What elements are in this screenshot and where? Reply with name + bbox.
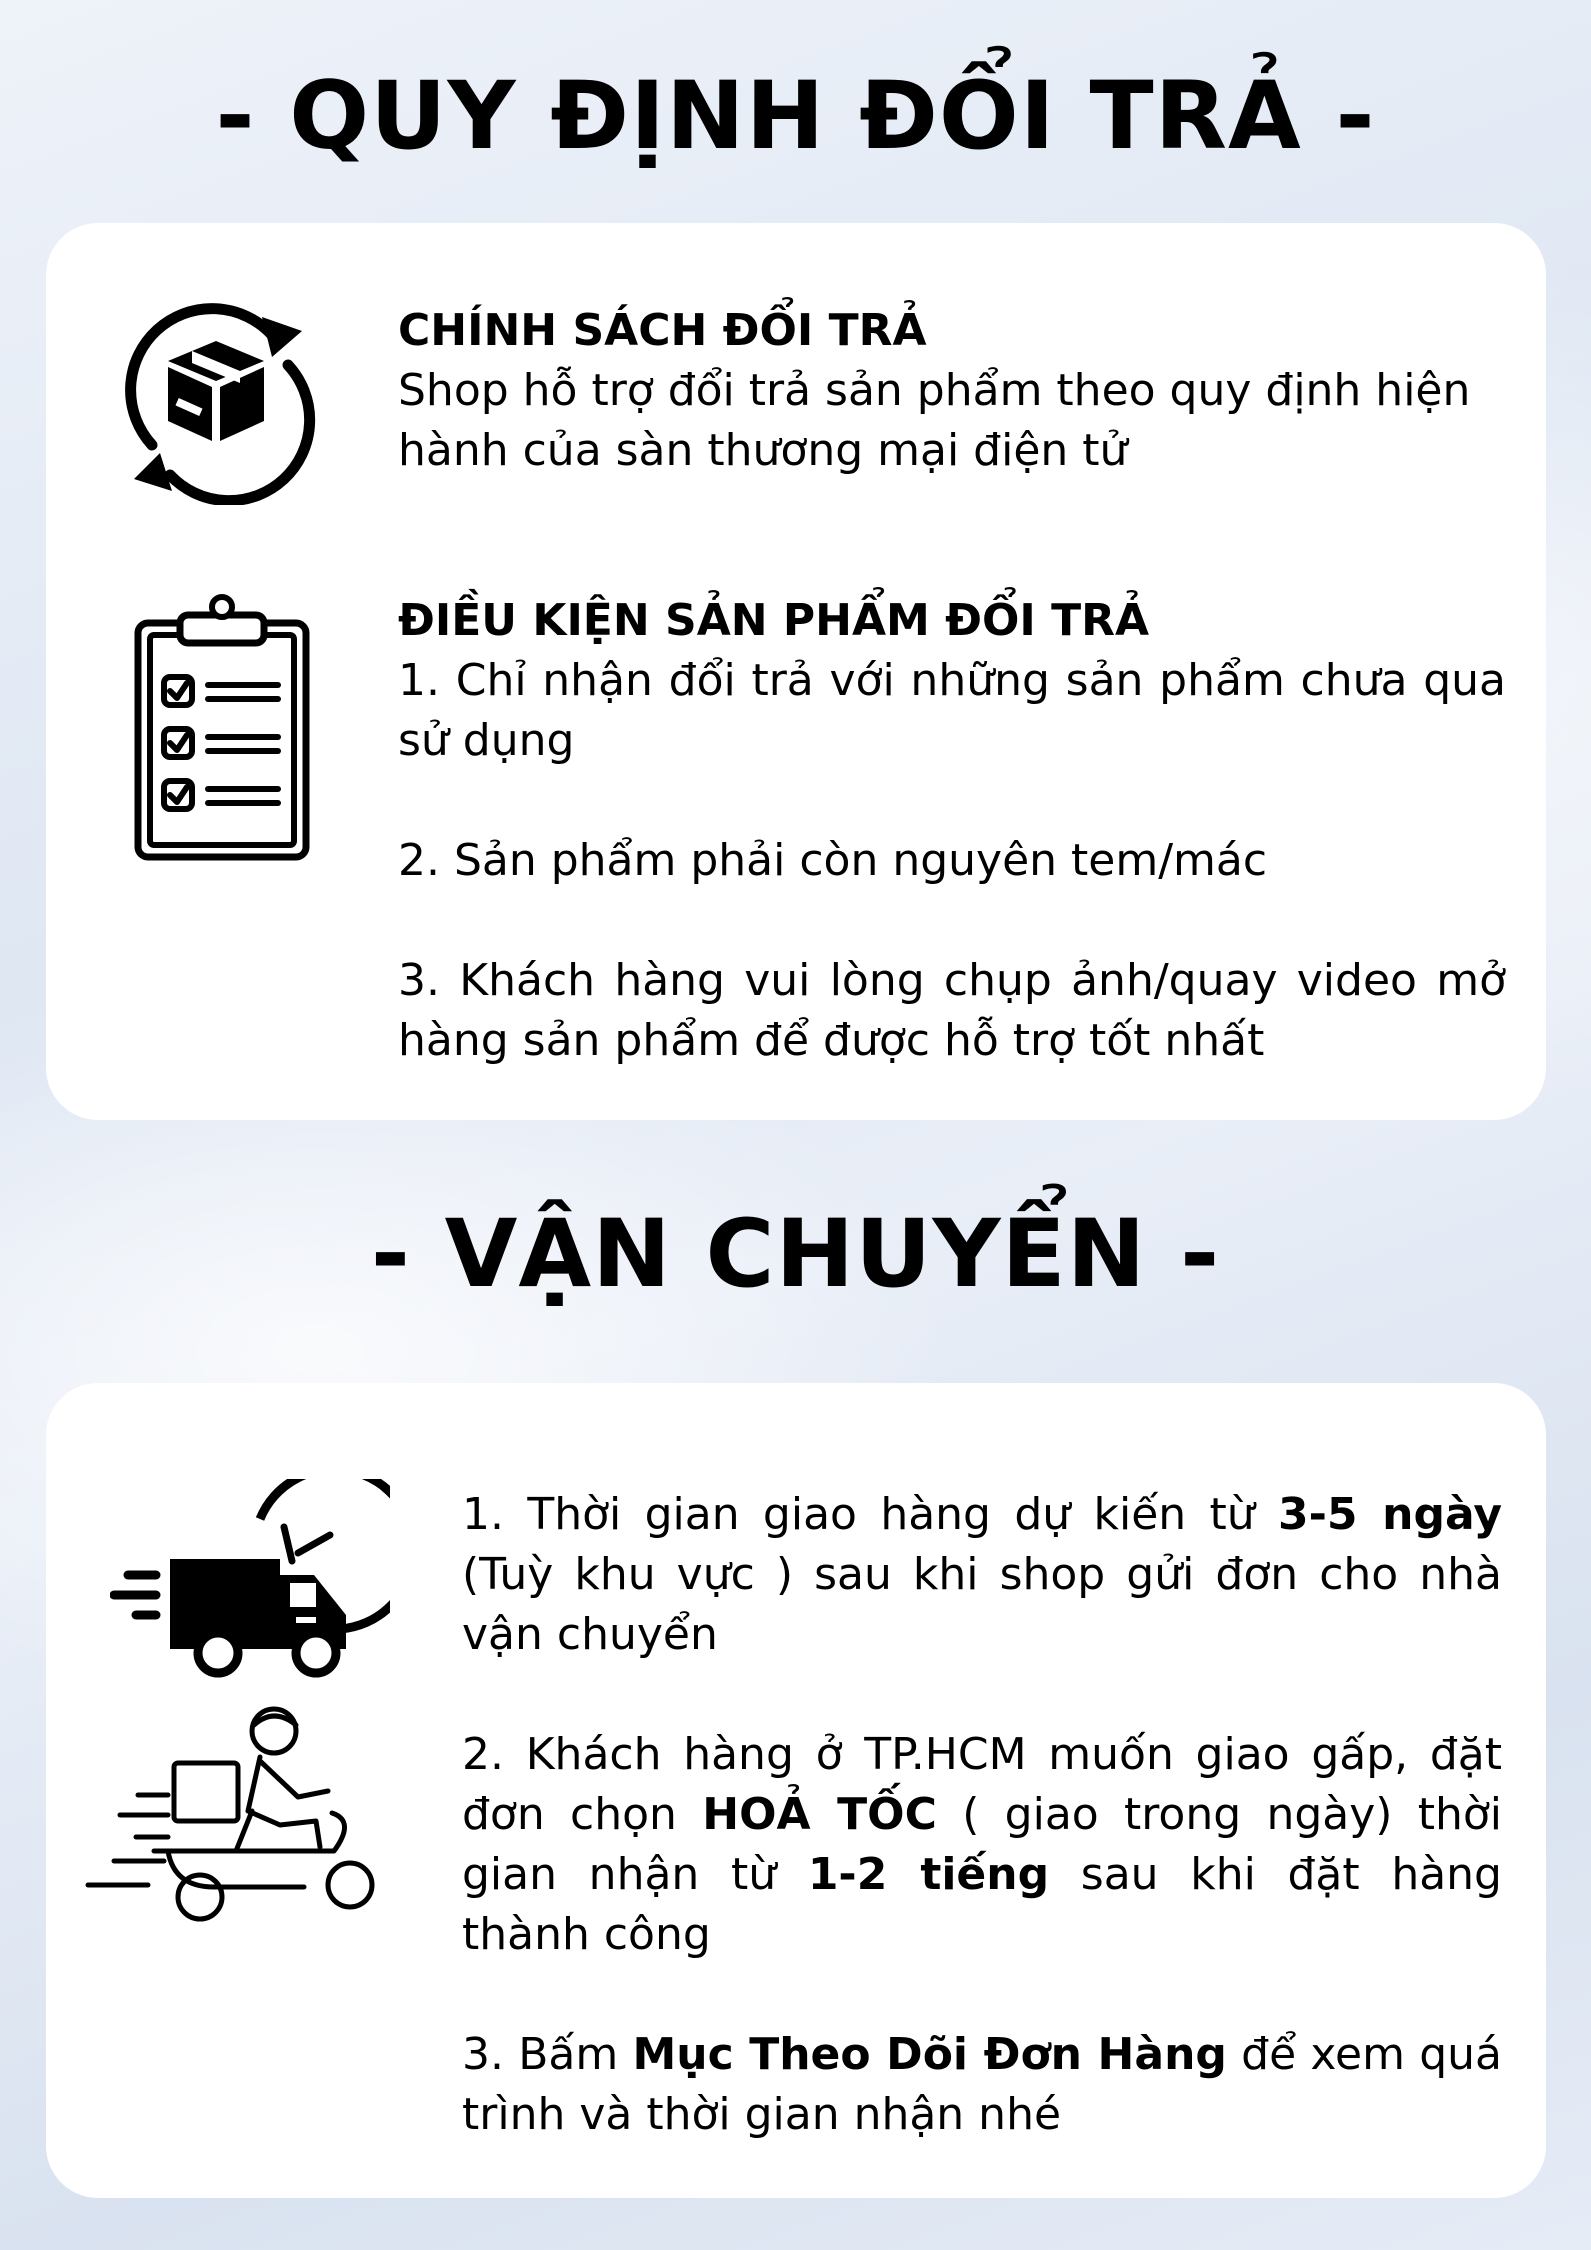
scooter-courier-icon [84, 1701, 394, 1931]
condition-item-2: 2. Sản phẩm phải còn nguyên tem/mác [398, 835, 1268, 886]
box-exchange-icon [112, 295, 322, 505]
express-option-highlight: HOẢ TỐC [702, 1789, 937, 1840]
checklist-clipboard-icon [132, 593, 312, 863]
return-policy-card [46, 223, 1546, 1120]
condition-item-3: 3. Khách hàng vui lòng chụp ảnh/quay video mở hàng sản phẩm để được hỗ trợ tốt nhất [398, 955, 1506, 1066]
delivery-truck-icon [110, 1479, 390, 1679]
conditions-title: ĐIỀU KIỆN SẢN PHẨM ĐỔI TRẢ [398, 595, 1150, 646]
shipping-item-1: 1. Thời gian giao hàng dự kiến từ 3-5 ngày (Tuỳ khu vực ) sau khi shop gửi đơn cho nhà vận chuyển [462, 1489, 1502, 1660]
shipping-item-2: 2. Khách hàng ở TP.HCM muốn giao gấp, đặt đơn chọn HOẢ TỐC ( giao trong ngày) thời gian nhận từ 1-2 tiếng sau khi đặt hàng thành công [462, 1729, 1503, 1960]
condition-item-1: 1. Chỉ nhận đổi trả với những sản phẩm chưa qua sử dụng [398, 655, 1506, 766]
shipping-heading: - VẬN CHUYỂN - [370, 1200, 1221, 1309]
order-tracking-highlight: Mục Theo Dõi Đơn Hàng [632, 2029, 1227, 2080]
shipping-card [46, 1383, 1546, 2198]
express-time-highlight: 1-2 tiếng [807, 1849, 1050, 1900]
shipping-item-3: 3. Bấm Mục Theo Dõi Đơn Hàng để xem quá trình và thời gian nhận nhé [462, 2029, 1502, 2140]
return-policy-heading: - QUY ĐỊNH ĐỔI TRẢ - [215, 62, 1376, 171]
delivery-time-highlight: 3-5 ngày [1277, 1489, 1502, 1540]
policy-text: Shop hỗ trợ đổi trả sản phẩm theo quy định hiện hành của sàn thương mại điện tử [398, 365, 1471, 476]
policy-title: CHÍNH SÁCH ĐỔI TRẢ [398, 305, 927, 356]
